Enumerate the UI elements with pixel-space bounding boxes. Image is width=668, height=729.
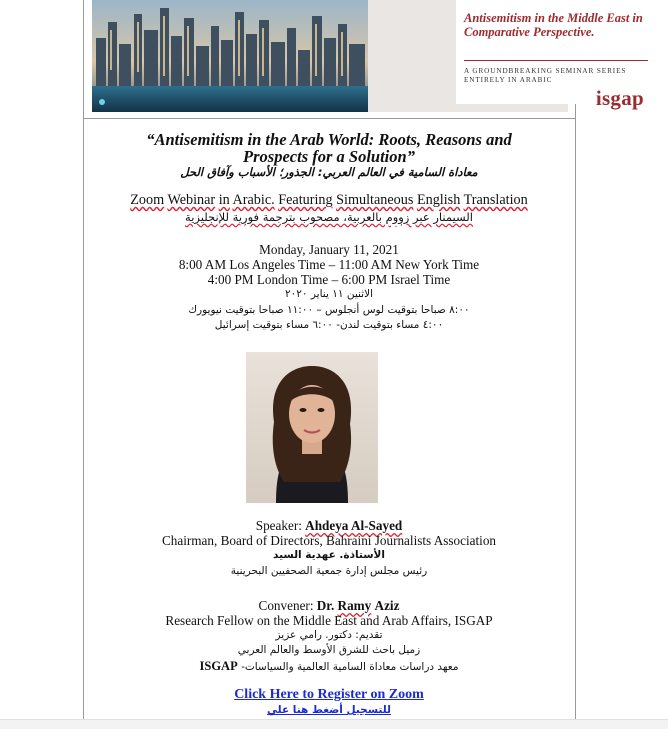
format-word: English	[416, 192, 461, 208]
register-link[interactable]: Click Here to Register on Zoom	[234, 687, 424, 702]
banner-title: Antisemitism in the Middle East in Comparative Perspective.	[464, 11, 643, 39]
convener-line	[83, 598, 575, 614]
institute-short: ISGAP	[199, 659, 238, 673]
event-title-line2: Prospects for a Solution”	[243, 147, 415, 166]
event-title-line1: “Antisemitism in the Arab World: Roots, Reasons and	[146, 130, 512, 149]
banner-divider	[464, 60, 648, 61]
institute-arabic-text: معهد دراسات معاداة السامية العالمية والسياسات-	[241, 661, 459, 673]
speaker-line	[83, 518, 575, 534]
convener-role-arabic: زميل باحث للشرق الأوسط والعالم العربي	[237, 644, 421, 656]
format-word: Featuring	[278, 192, 333, 208]
event-time-us-arabic: ٨:٠٠ صباحا بتوقيت لوس أنجلوس – ١١:٠٠ صباحا بتوقيت نيويورك	[188, 304, 470, 316]
speaker-portrait-image	[246, 352, 378, 503]
format-word: Webinar	[167, 192, 216, 208]
event-time-us: 8:00 AM Los Angeles Time – 11:00 AM New York Time	[178, 257, 480, 272]
webinar-format-arabic	[83, 210, 575, 224]
seminar-banner	[92, 0, 644, 112]
banner-divider-line	[83, 118, 575, 119]
format-arabic-text: السيمنار عبر زووم بالعربية، مصحوب بترجمة فورية للإنجليزية	[185, 210, 473, 224]
register-link-arabic[interactable]: للتسجيل أضغط هنا علي	[267, 704, 391, 716]
speaker-photo	[246, 352, 378, 503]
convener-role: Research Fellow on the Middle East and Arab Affairs, ISGAP	[165, 613, 493, 628]
format-word: Simultaneous	[336, 192, 414, 208]
convener-first-name: Ramy	[337, 598, 372, 613]
event-date-arabic: الاثنين ١١ يناير ٢٠٢٠	[284, 288, 374, 300]
convener-last-name: Aziz	[374, 598, 400, 613]
bottom-bar	[0, 719, 668, 729]
convener-label: Convener:	[258, 598, 314, 613]
dubai-skyline-image	[92, 0, 368, 112]
convener-prefix: Dr.	[316, 598, 335, 613]
webinar-format	[83, 192, 575, 209]
convener-institute-arabic	[83, 659, 575, 674]
format-word: in	[218, 192, 230, 208]
convener-intro-arabic: تقديم: دكتور. رامي عزيز	[275, 629, 383, 641]
speaker-role: Chairman, Board of Directors, Bahraini Journalists Association	[161, 533, 497, 548]
speaker-role-arabic: رئيس مجلس إدارة جمعية الصحفيين البحرينية	[230, 565, 428, 577]
event-time-eu-arabic: ٤:٠٠ مساء بتوقيت لندن- ٦:٠٠ مساء بتوقيت إسرائيل	[214, 319, 444, 331]
speaker-name-arabic: الأستاذة. عهدية السيد	[273, 549, 385, 561]
format-word: Zoom	[130, 192, 165, 208]
event-title-arabic: معاداة السامية في العالم العربي: الجذور؛ الأسباب وآفاق الحل	[180, 165, 478, 179]
speaker-name: Ahdeya Al-Sayed	[305, 518, 403, 533]
register-link-arabic-row	[83, 704, 575, 716]
format-word: Arabic.	[232, 192, 275, 208]
isgap-logo: isgap	[595, 86, 644, 110]
banner-text-panel	[456, 0, 656, 110]
event-date: Monday, January 11, 2021	[259, 242, 399, 257]
event-time-eu: 4:00 PM London Time – 6:00 PM Israel Time	[207, 272, 451, 287]
speaker-label: Speaker:	[255, 518, 302, 533]
register-link-row	[83, 687, 575, 703]
banner-subtitle: A GROUNDBREAKING SEMINAR SERIES ENTIRELY IN ARABIC	[464, 67, 627, 84]
format-word: Translation	[463, 192, 528, 208]
